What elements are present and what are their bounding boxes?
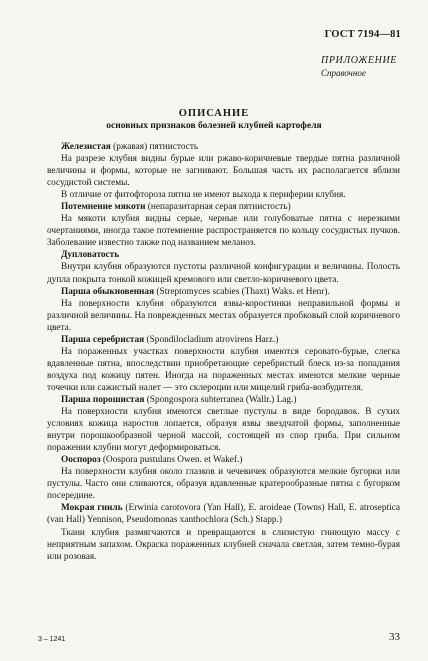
disease-name: Ооспороз <box>61 455 101 466</box>
section-heading <box>47 249 400 261</box>
disease-latin-name: (Erwinia carotovora (Yan Hall), E. aroideae (Towns) Hall, E. atroseptica (van Hall) Yennison, Pseudomonas xanthochlora (Sch.) Stapp.) <box>47 503 400 526</box>
disease-name: Парша серебристая <box>61 334 145 345</box>
section-heading <box>47 394 400 406</box>
section-paragraph: Внутри клубня образуются пустоты различной конфигурации и величины. Полость дупла покрыта тонкой кожицей кремового или светло-коричневого цвета. <box>47 262 400 285</box>
section-heading <box>47 201 400 213</box>
section-paragraph: На пораженных участках поверхности клубня имеются серовато-бурые, слегка вдавленные пятна, впоследствии приобретающие серебристый блеск из-за попадания воздуха под кожицу пятен. Иногда на пораженных местах имеются мелкие черные точечки или сажистый налет — это склероции или мицелий гриба-возбудителя. <box>47 346 400 393</box>
section-paragraph: Ткани клубня размягчаются и превращаются в слизистую гниющую массу с неприятным запахом. Окраска пораженных клубней сначала светлая, затем темно-бурая или розовая. <box>47 527 400 562</box>
document-subtitle: основных признаков болезней клубней картофеля <box>106 121 322 131</box>
disease-latin-name: (ржавая) пятнистость <box>110 142 199 152</box>
disease-name: Железистая <box>61 142 111 152</box>
section-heading <box>47 454 400 466</box>
appendix-label: ПРИЛОЖЕНИЕ <box>321 55 397 66</box>
disease-name: Потемнение мякоти <box>61 202 146 213</box>
section-paragraph: На разрезе клубня видны бурые или ржаво-коричневые твердые пятна различной величины и формы, которые не загнивают. Большая часть их располагается вблизи сосудистой системы. <box>47 154 400 189</box>
document-body <box>47 141 400 563</box>
section-paragraph: На мякоти клубня видны серые, черные или голубоватые пятна с нерезкими очертаниями, иногда такое потемнение распространяется по кольцу сосудистых пучков. Заболевание известно также под названием меланоз. <box>47 214 400 249</box>
print-code: 3 – 1241 <box>38 636 66 643</box>
section-paragraph: В отличие от фитофтороза пятна не имеют выхода к периферии клубня. <box>61 190 346 201</box>
section-paragraph: На поверхности клубня около глазков и чечевичек образуются мелкие бугорки или пустулы. Часто они сливаются, образуя вдавленные кратерообразные пятна с бугорком посередине. <box>47 467 400 502</box>
disease-latin-name: (Spondilocladium atrovirens Harz.) <box>144 334 279 345</box>
disease-name: Дупловатость <box>61 250 120 261</box>
page-number: 33 <box>389 631 400 643</box>
disease-name: Мокрая гниль <box>61 503 123 514</box>
disease-latin-name: (Oospora pustulans Owen. et Wakef.) <box>100 455 243 466</box>
standard-number: ГОСТ 7194—81 <box>324 29 401 40</box>
document-title: ОПИСАНИЕ <box>178 108 250 119</box>
disease-name: Парша порошистая <box>61 394 145 405</box>
disease-latin-name: (Spongospora subterranea (Wallr.) Lag.) <box>144 394 297 405</box>
disease-latin-name: (Streptomyces scabies (Thaxt) Waks. et Henr). <box>154 286 330 297</box>
reference-label: Справочное <box>321 68 366 78</box>
section-paragraph: На поверхности клубня имеются светлые пустулы в виде бородавок. В сухих условиях кожица наростов лопается, образуя язвы звездчатой формы, заполненные внутри порошкообразной черной массой, состоящей из спор гриба. При сильном поражении клубни могут деформироваться. <box>47 407 400 454</box>
section-heading <box>47 141 400 153</box>
section-heading <box>47 286 400 298</box>
disease-name: Парша обыкновенная <box>61 286 155 297</box>
disease-latin-name: (непаразитарная серая пятнистость) <box>145 202 291 213</box>
section-heading <box>47 502 400 526</box>
section-paragraph: На поверхности клубня образуются язвы-коростинки неправильной формы и различной величины. На поврежденных местах образуется пробковый слой коричневого цвета. <box>47 298 400 333</box>
section-heading <box>47 334 400 346</box>
